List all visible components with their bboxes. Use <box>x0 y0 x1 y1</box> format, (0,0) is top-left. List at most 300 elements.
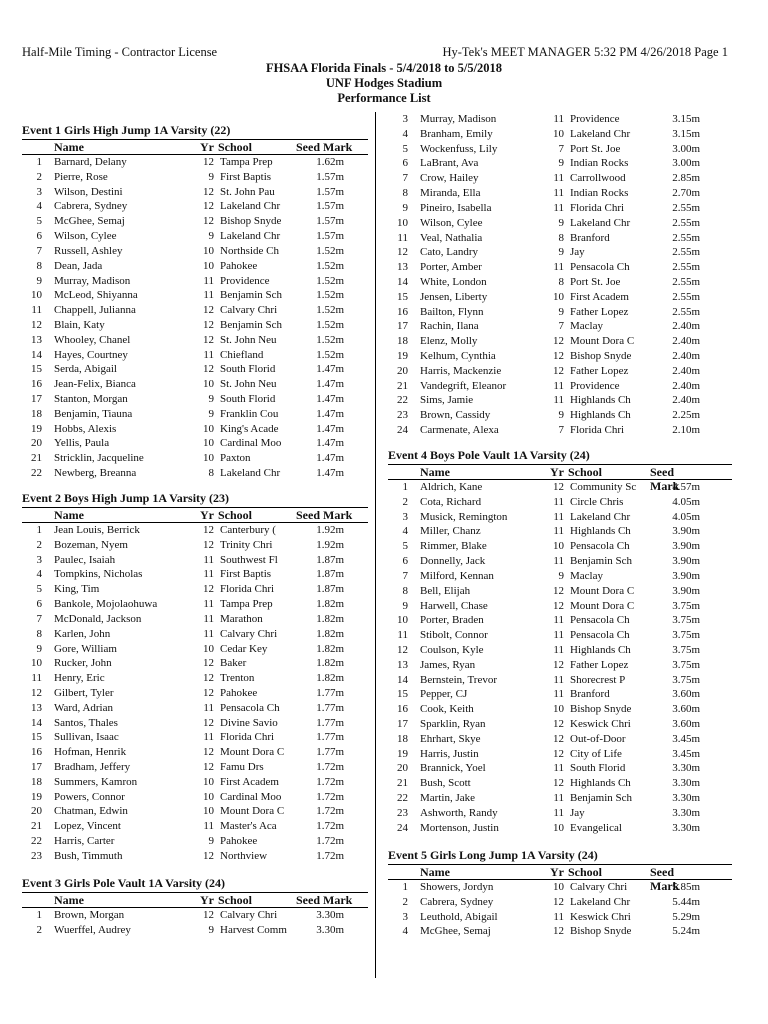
table-row <box>22 170 368 185</box>
school: Pensacola Ch <box>570 629 630 642</box>
athlete-name: Pineiro, Isabella <box>420 201 492 214</box>
place: 4 <box>36 568 42 581</box>
school: Trinity Chri <box>220 538 273 551</box>
place: 19 <box>31 790 42 803</box>
athlete-name: Bankole, Mojolaohuwa <box>54 598 158 611</box>
seed-mark: 1.72m <box>316 775 344 788</box>
school: Providence <box>570 113 620 125</box>
place: 12 <box>397 643 408 656</box>
seed-mark: 2.55m <box>672 290 700 303</box>
place: 13 <box>397 261 408 274</box>
athlete-name: Miller, Chanz <box>420 525 481 538</box>
column-divider <box>375 112 376 978</box>
seed-mark: 1.52m <box>316 274 344 287</box>
table-row <box>22 466 368 481</box>
place: 10 <box>31 289 42 302</box>
header-year: Yr <box>550 865 564 879</box>
seed-mark: 1.87m <box>316 583 344 596</box>
school: First Academ <box>220 775 279 788</box>
athlete-name: Wockenfuss, Lily <box>420 142 498 155</box>
school: Evangelical <box>570 821 622 834</box>
results-list <box>388 112 732 438</box>
header-school: School <box>568 865 603 879</box>
table-row <box>22 553 368 568</box>
seed-mark: 3.45m <box>672 747 700 760</box>
place: 20 <box>397 762 408 775</box>
header-school: School <box>568 465 603 479</box>
place: 3 <box>36 553 42 566</box>
table-row <box>388 186 732 201</box>
place: 2 <box>36 538 42 551</box>
year: 12 <box>203 215 214 228</box>
year: 11 <box>553 113 564 125</box>
year: 8 <box>208 467 214 480</box>
school: Master's Aca <box>220 820 277 833</box>
school: Carrollwood <box>570 172 626 185</box>
year: 9 <box>558 305 564 318</box>
athlete-name: Cook, Keith <box>420 703 474 716</box>
event-block <box>388 847 732 939</box>
place: 24 <box>397 424 408 437</box>
school: Branford <box>570 688 610 701</box>
event-block <box>22 122 368 481</box>
place: 12 <box>31 318 42 331</box>
place: 6 <box>36 230 42 243</box>
year: 11 <box>553 555 564 568</box>
table-row <box>388 305 732 320</box>
table-row <box>22 716 368 731</box>
school: Benjamin Sch <box>220 289 283 302</box>
seed-mark: 1.82m <box>316 657 344 670</box>
table-row <box>22 819 368 834</box>
year: 12 <box>203 583 214 596</box>
year: 10 <box>203 437 214 450</box>
table-row <box>22 229 368 244</box>
place: 3 <box>36 185 42 198</box>
place: 4 <box>402 127 408 140</box>
school: Benjamin Sch <box>570 792 633 805</box>
table-row <box>22 348 368 363</box>
year: 11 <box>553 510 564 523</box>
place: 7 <box>36 612 42 625</box>
seed-mark: 3.30m <box>672 821 700 834</box>
year: 10 <box>553 540 564 553</box>
place: 8 <box>402 187 408 200</box>
year: 10 <box>203 378 214 391</box>
year: 11 <box>203 289 214 302</box>
table-row <box>22 303 368 318</box>
seed-mark: 1.47m <box>316 422 344 435</box>
school: Lakeland Chr <box>570 510 631 523</box>
table-row <box>388 290 732 305</box>
seed-mark: 1.57m <box>316 185 344 198</box>
year: 11 <box>203 612 214 625</box>
place: 21 <box>397 777 408 790</box>
place: 20 <box>31 805 42 818</box>
year: 10 <box>203 642 214 655</box>
seed-mark: 1.57m <box>316 215 344 228</box>
place: 18 <box>397 732 408 745</box>
seed-mark: 1.72m <box>316 820 344 833</box>
table-row <box>388 673 732 688</box>
athlete-name: Karlen, John <box>54 627 111 640</box>
seed-mark: 2.10m <box>672 424 700 437</box>
place: 20 <box>31 437 42 450</box>
place: 22 <box>31 835 42 848</box>
athlete-name: Brannick, Yoel <box>420 762 486 775</box>
place: 1 <box>36 909 42 921</box>
table-row <box>388 569 732 584</box>
year: 12 <box>553 718 564 730</box>
seed-mark: 5.29m <box>672 910 700 923</box>
place: 5 <box>36 215 42 228</box>
event-title: Event 1 Girls High Jump 1A Varsity (22) <box>22 123 231 137</box>
year: 11 <box>553 261 564 274</box>
seed-mark: 2.40m <box>672 394 700 407</box>
place: 6 <box>36 598 42 611</box>
school: Father Lopez <box>570 305 629 318</box>
table-row <box>388 334 732 349</box>
year: 12 <box>203 746 214 759</box>
year: 12 <box>203 657 214 670</box>
year: 12 <box>203 909 214 921</box>
header-year: Yr <box>200 508 214 522</box>
seed-mark: 1.77m <box>316 686 344 699</box>
school: Tampa Prep <box>220 156 273 168</box>
header-school: School <box>218 508 253 522</box>
athlete-name: Harwell, Chase <box>420 599 488 612</box>
athlete-name: Bush, Timmuth <box>54 849 123 862</box>
year: 11 <box>553 172 564 185</box>
table-row <box>22 597 368 612</box>
table-row <box>22 923 368 938</box>
seed-mark: 3.00m <box>672 142 700 155</box>
place: 14 <box>397 275 408 288</box>
year: 12 <box>553 925 564 938</box>
meet-title: FHSAA Florida Finals - 5/4/2018 to 5/5/2018 <box>265 61 503 75</box>
table-row <box>22 199 368 214</box>
school: Calvary Chri <box>570 881 628 893</box>
place: 5 <box>36 583 42 596</box>
school: Pahokee <box>220 259 258 272</box>
school: Jay <box>570 246 585 259</box>
year: 9 <box>208 230 214 243</box>
seed-mark: 3.60m <box>672 703 700 716</box>
year: 9 <box>558 246 564 259</box>
seed-mark: 1.52m <box>316 318 344 331</box>
athlete-name: Benjamin, Tiauna <box>54 407 133 420</box>
school: Florida Chri <box>570 201 625 214</box>
place: 4 <box>402 925 408 938</box>
table-header <box>22 892 368 908</box>
athlete-name: Summers, Kamron <box>54 775 138 788</box>
seed-mark: 2.55m <box>672 275 700 288</box>
table-row <box>22 567 368 582</box>
year: 11 <box>553 910 564 923</box>
athlete-name: Gore, William <box>54 642 117 655</box>
athlete-name: King, Tim <box>54 583 100 596</box>
year: 12 <box>203 156 214 168</box>
table-row <box>388 747 732 762</box>
table-row <box>388 717 732 732</box>
school: Keswick Chri <box>570 910 631 923</box>
place: 10 <box>397 216 408 229</box>
year: 9 <box>208 407 214 420</box>
seed-mark: 3.75m <box>672 629 700 642</box>
school: Bishop Snyde <box>570 703 632 716</box>
athlete-name: Ehrhart, Skye <box>420 732 481 745</box>
athlete-name: Coulson, Kyle <box>420 643 484 656</box>
seed-mark: 1.72m <box>316 790 344 803</box>
athlete-name: Branham, Emily <box>420 127 493 140</box>
athlete-name: Porter, Amber <box>420 261 482 274</box>
table-row <box>22 377 368 392</box>
year: 12 <box>203 318 214 331</box>
school: Port St. Joe <box>570 142 621 155</box>
athlete-name: Whooley, Chanel <box>54 333 131 346</box>
school: Calvary Chri <box>220 627 278 640</box>
athlete-name: Dean, Jada <box>54 259 103 272</box>
school: Indian Rocks <box>570 157 629 170</box>
table-row <box>22 804 368 819</box>
table-row <box>22 333 368 348</box>
school: Highlands Ch <box>570 777 631 790</box>
athlete-name: Santos, Thales <box>54 716 118 729</box>
header-mark: Seed Mark <box>296 893 353 907</box>
year: 9 <box>558 157 564 170</box>
seed-mark: 2.55m <box>672 201 700 214</box>
athlete-name: James, Ryan <box>420 658 476 671</box>
place: 11 <box>397 629 408 642</box>
year: 12 <box>553 599 564 612</box>
athlete-name: Musick, Remington <box>420 510 508 523</box>
athlete-name: Sparklin, Ryan <box>420 718 486 730</box>
place: 11 <box>31 304 42 317</box>
athlete-name: Wilson, Cylee <box>54 230 117 243</box>
athlete-name: Bozeman, Nyem <box>54 538 128 551</box>
athlete-name: Wilson, Cylee <box>420 216 483 229</box>
athlete-name: Brown, Cassidy <box>420 409 491 422</box>
table-row <box>388 112 732 127</box>
header-software-info: Hy-Tek's MEET MANAGER 5:32 PM 4/26/2018 Page 1 <box>442 45 728 59</box>
event-block <box>22 490 368 864</box>
seed-mark: 1.52m <box>316 244 344 257</box>
place: 23 <box>397 806 408 819</box>
table-row <box>388 142 732 157</box>
school: St. John Pau <box>220 185 275 198</box>
year: 11 <box>203 348 214 361</box>
table-row <box>388 201 732 216</box>
athlete-name: Lopez, Vincent <box>54 820 121 833</box>
school: South Florid <box>570 762 626 775</box>
seed-mark: 3.30m <box>672 792 700 805</box>
year: 12 <box>203 524 214 536</box>
seed-mark: 1.47m <box>316 407 344 420</box>
seed-mark: 2.55m <box>672 216 700 229</box>
seed-mark: 1.72m <box>316 835 344 848</box>
seed-mark: 3.30m <box>672 762 700 775</box>
school: St. John Neu <box>220 378 277 391</box>
school: Calvary Chri <box>220 909 278 921</box>
athlete-name: Elenz, Molly <box>420 335 478 348</box>
table-row <box>22 642 368 657</box>
header-year: Yr <box>550 465 564 479</box>
athlete-name: Bell, Elijah <box>420 584 471 597</box>
school: South Florid <box>220 363 276 376</box>
seed-mark: 2.85m <box>672 172 700 185</box>
place: 9 <box>402 599 408 612</box>
year: 11 <box>553 762 564 775</box>
year: 11 <box>553 792 564 805</box>
year: 10 <box>553 821 564 834</box>
place: 13 <box>31 701 42 714</box>
year: 9 <box>558 409 564 422</box>
school: Northview <box>220 849 268 862</box>
header-year: Yr <box>200 893 214 907</box>
place: 22 <box>31 467 42 480</box>
place: 18 <box>397 335 408 348</box>
school: Northside Ch <box>220 244 279 257</box>
table-row <box>22 318 368 333</box>
table-row <box>22 701 368 716</box>
seed-mark: 1.52m <box>316 333 344 346</box>
table-row <box>388 880 732 895</box>
school: Indian Rocks <box>570 187 629 200</box>
place: 22 <box>397 792 408 805</box>
table-row <box>388 628 732 643</box>
athlete-name: Ashworth, Randy <box>420 806 498 819</box>
place: 15 <box>31 731 42 744</box>
table-row <box>388 495 732 510</box>
place: 23 <box>31 849 42 862</box>
table-row <box>22 775 368 790</box>
seed-mark: 2.70m <box>672 187 700 200</box>
table-row <box>22 244 368 259</box>
seed-mark: 3.90m <box>672 555 700 568</box>
header-mark: Seed Mark <box>650 465 680 493</box>
athlete-name: Wilson, Destini <box>54 185 123 198</box>
place: 3 <box>402 510 408 523</box>
athlete-name: Cabrera, Sydney <box>420 895 494 908</box>
athlete-name: Russell, Ashley <box>54 244 123 257</box>
athlete-name: Pierre, Rose <box>54 170 108 183</box>
place: 1 <box>402 481 408 493</box>
place: 24 <box>397 821 408 834</box>
seed-mark: 1.77m <box>316 731 344 744</box>
athlete-name: McDonald, Jackson <box>54 612 142 625</box>
results-list <box>22 523 368 864</box>
school: Tampa Prep <box>220 598 273 611</box>
year: 11 <box>553 806 564 819</box>
school: Lakeland Chr <box>220 467 281 480</box>
athlete-name: Tompkins, Nicholas <box>54 568 143 581</box>
school: Benjamin Sch <box>220 318 283 331</box>
seed-mark: 3.75m <box>672 599 700 612</box>
year: 11 <box>553 629 564 642</box>
place: 22 <box>397 394 408 407</box>
event-title: Event 3 Girls Pole Vault 1A Varsity (24) <box>22 876 226 890</box>
school: Mount Dora C <box>570 599 635 612</box>
place: 15 <box>397 290 408 303</box>
athlete-name: Harris, Justin <box>420 747 479 760</box>
table-row <box>22 523 368 538</box>
athlete-name: Stibolt, Connor <box>420 629 488 642</box>
athlete-name: Rachin, Ilana <box>420 320 479 333</box>
school: Circle Chris <box>570 495 624 508</box>
athlete-name: Jean Louis, Berrick <box>54 524 140 536</box>
year: 12 <box>203 333 214 346</box>
seed-mark: 3.75m <box>672 673 700 686</box>
table-header <box>22 507 368 523</box>
place: 2 <box>36 923 42 936</box>
table-row <box>388 776 732 791</box>
seed-mark: 1.82m <box>316 627 344 640</box>
school: Pahokee <box>220 835 258 848</box>
year: 10 <box>203 259 214 272</box>
school: St. John Neu <box>220 333 277 346</box>
school: Bishop Snyde <box>570 350 632 362</box>
athlete-name: Brown, Morgan <box>54 909 125 921</box>
athlete-name: Veal, Nathalia <box>420 231 483 244</box>
athlete-name: Stanton, Morgan <box>54 393 128 405</box>
year: 12 <box>203 185 214 198</box>
table-row <box>388 539 732 554</box>
year: 12 <box>553 777 564 790</box>
athlete-name: Martin, Jake <box>420 792 475 805</box>
athlete-name: Bradham, Jeffery <box>54 761 131 773</box>
table-row <box>22 612 368 627</box>
place: 1 <box>36 156 42 168</box>
year: 11 <box>553 673 564 686</box>
table-row <box>22 745 368 760</box>
year: 12 <box>553 481 564 493</box>
year: 12 <box>553 747 564 760</box>
seed-mark: 1.92m <box>316 524 344 536</box>
school: Divine Savio <box>220 716 278 729</box>
athlete-name: Donnelly, Jack <box>420 555 486 568</box>
year: 12 <box>553 658 564 671</box>
place: 8 <box>402 584 408 597</box>
place: 7 <box>36 244 42 257</box>
school: Florida Chri <box>570 424 625 437</box>
seed-mark: 1.57m <box>316 230 344 243</box>
place: 14 <box>31 348 42 361</box>
table-row <box>388 260 732 275</box>
seed-mark: 2.40m <box>672 364 700 377</box>
year: 9 <box>208 923 214 936</box>
header-name: Name <box>54 893 84 907</box>
athlete-name: Gilbert, Tyler <box>54 686 114 699</box>
place: 6 <box>402 555 408 568</box>
place: 11 <box>31 672 42 685</box>
year: 12 <box>203 200 214 213</box>
table-row <box>22 288 368 303</box>
year: 12 <box>203 538 214 551</box>
header-mark: Seed Mark <box>650 865 680 893</box>
school: Providence <box>220 274 270 287</box>
athlete-name: Chatman, Edwin <box>54 805 128 818</box>
place: 8 <box>36 627 42 640</box>
athlete-name: Mortenson, Justin <box>420 821 499 834</box>
table-row <box>388 171 732 186</box>
table-row <box>22 582 368 597</box>
athlete-name: Harris, Carter <box>54 835 115 848</box>
table-row <box>22 436 368 451</box>
place: 7 <box>402 569 408 582</box>
place: 6 <box>402 157 408 170</box>
athlete-name: Yellis, Paula <box>54 437 110 450</box>
athlete-name: Bailton, Flynn <box>420 305 484 318</box>
